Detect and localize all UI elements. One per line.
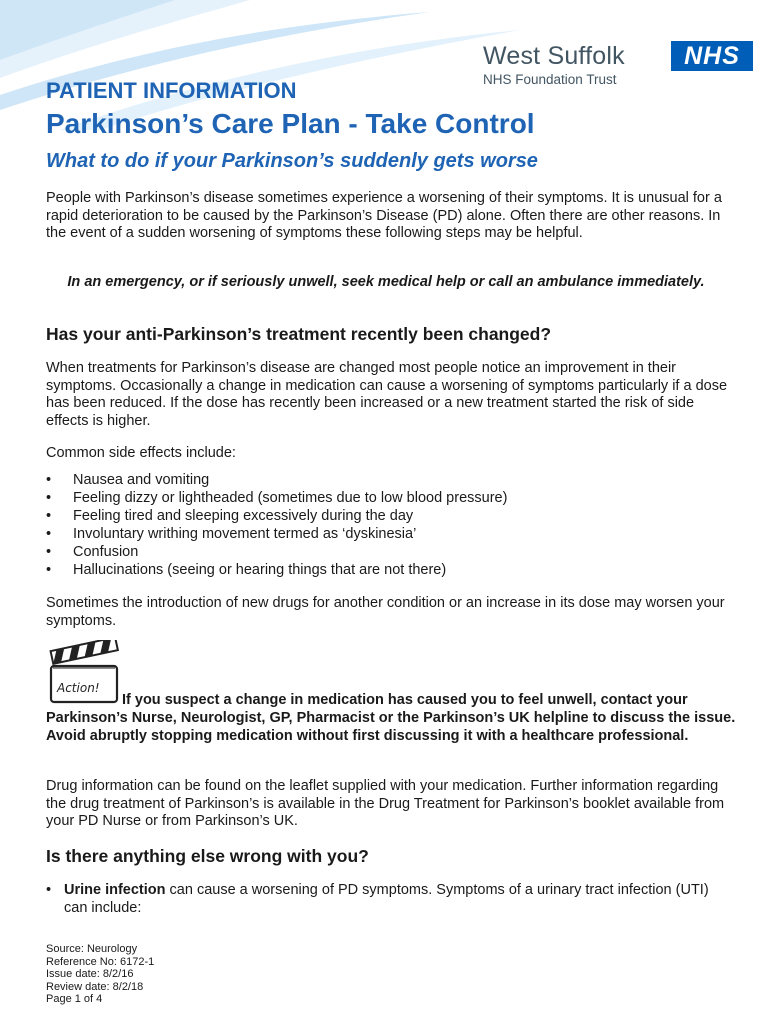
list-item-text: Feeling tired and sleeping excessively during the day <box>73 508 414 524</box>
emergency-notice: In an emergency, or if seriously unwell, seek medical help or call an ambulance immediately. <box>67 274 705 290</box>
section-label: PATIENT INFORMATION <box>46 78 297 103</box>
treatment-change-paragraph: When treatments for Parkinson’s disease are changed most people notice an improvement in their symptoms. Occasionally a change in medication can cause a worsening of symptoms particularly if a dose has been reduced. If the dose has recently been increased or a new treatment started the risk of side effects is higher. <box>46 360 728 429</box>
nhs-logo: NHS <box>671 41 753 71</box>
side-effects-intro: Common side effects include: <box>46 445 236 461</box>
list-item <box>46 471 736 489</box>
bullet-icon: • <box>46 562 52 578</box>
intro-paragraph: People with Parkinson’s disease sometimes experience a worsening of their symptoms. It is unusual for a rapid deterioration to be caused by the Parkinson’s Disease (PD) alone. Often there are other reasons. In the event of a sudden worsening of symptoms these following steps may be helpful. <box>46 190 722 241</box>
drug-info-paragraph: Drug information can be found on the leaflet supplied with your medication. Further information regarding the drug treatment of Parkinson’s is available in the Drug Treatment for Parkinson’s booklet available from your PD Nurse or from Parkinson’s UK. <box>46 778 725 829</box>
footer-issue-date: Issue date: 8/2/16 <box>46 968 134 981</box>
page-title: Parkinson’s Care Plan - Take Control <box>46 108 535 139</box>
footer-source: Source: Neurology <box>46 943 138 955</box>
footer-review-date: Review date: 8/2/18 <box>46 980 144 993</box>
bullet-icon: • <box>46 526 52 542</box>
trust-logo <box>478 40 756 92</box>
section2-heading: Is there anything else wrong with you? <box>46 846 369 866</box>
uti-bold-term: Urine infection <box>64 882 166 898</box>
section1-heading: Has your anti-Parkinson’s treatment recently been changed? <box>46 324 552 344</box>
list-item <box>46 507 736 525</box>
bullet-icon: • <box>46 882 52 898</box>
list-item-text: Involuntary writhing movement termed as ‘dyskinesia’ <box>73 526 417 542</box>
list-item <box>46 561 736 579</box>
action-icon-label: Action! <box>57 681 100 695</box>
uti-description: can cause a worsening of PD symptoms. Symptoms of a urinary tract infection (UTI) can include: <box>64 882 709 916</box>
list-item <box>46 525 736 543</box>
list-item <box>46 543 736 561</box>
document-footer <box>46 943 154 1006</box>
bullet-icon: • <box>46 472 52 488</box>
page-subtitle: What to do if your Parkinson’s suddenly gets worse <box>46 150 538 172</box>
list-item <box>46 489 736 507</box>
side-effects-list <box>46 471 736 579</box>
trust-name: West Suffolk <box>483 42 625 70</box>
list-item-text: Confusion <box>73 544 139 560</box>
bullet-icon: • <box>46 490 52 506</box>
list-item-text: Nausea and vomiting <box>73 472 210 488</box>
list-item-text: Hallucinations (seeing or hearing things that are not there) <box>73 562 447 578</box>
list-item-text: Feeling dizzy or lightheaded (sometimes due to low blood pressure) <box>73 490 508 506</box>
footer-reference: Reference No: 6172-1 <box>46 955 155 968</box>
new-drugs-paragraph: Sometimes the introduction of new drugs for another condition or an increase in its dose may worsen your symptoms. <box>46 595 725 629</box>
trust-subtitle: NHS Foundation Trust <box>483 72 617 87</box>
bullet-icon: • <box>46 508 52 524</box>
footer-page-number: Page 1 of 4 <box>46 993 103 1006</box>
action-instruction: If you suspect a change in medication has caused you to feel unwell, contact your Parkinson’s Nurse, Neurologist, GP, Pharmacist or the Parkinson’s UK helpline to discuss the issue. Avoid abruptly stopping medication without first discussing it with a healthcare professional. <box>46 692 736 744</box>
bullet-icon: • <box>46 544 52 560</box>
uti-bullet <box>46 882 736 917</box>
